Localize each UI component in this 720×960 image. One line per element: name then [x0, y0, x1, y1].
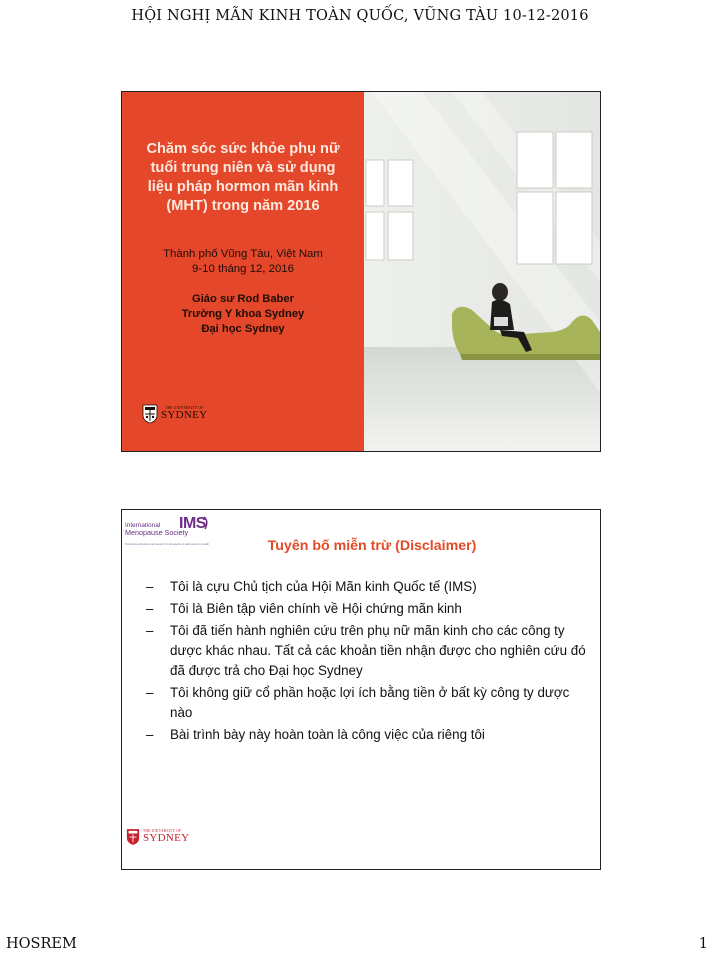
title-line-3: liệu pháp hormon mãn kinh [147, 179, 339, 195]
list-item-text: Tôi đã tiến hành nghiên cứu trên phụ nữ mãn kinh cho các công ty dược khác nhau. Tất cả các khoản tiền nhận được cho nghiên cứu đó đã được trả cho Đại học Sydney [170, 623, 586, 678]
bullet-dash: – [146, 685, 154, 701]
title-line-1: Chăm sóc sức khỏe phụ nữ [146, 141, 340, 157]
author-name: Giáo sư Rod Baber [192, 293, 294, 305]
list-item-text: Tôi là cựu Chủ tịch của Hội Mãn kinh Quốc tế (IMS) [170, 579, 477, 594]
title-line-4: (MHT) trong năm 2016 [166, 198, 320, 214]
ims-tagline: Promoting education and research on all aspects of adult women's health [125, 543, 210, 546]
ims-swoosh-icon [203, 516, 209, 530]
bullet-dash: – [146, 623, 154, 639]
list-item [146, 577, 586, 597]
list-item [146, 621, 586, 680]
list-item-text: Tôi không giữ cổ phần hoặc lợi ích bằng tiền ở bất kỳ công ty dược nào [170, 685, 570, 720]
university-crest-icon [142, 404, 158, 424]
university-wordmark-big: SYDNEY [161, 409, 208, 422]
page-number: 1 [698, 936, 708, 952]
disclaimer-list [146, 577, 586, 747]
list-item [146, 599, 586, 619]
university-wordmark-small: THE UNIVERSITY OF [143, 828, 182, 833]
event-location: Thành phố Vũng Tàu, Việt Nam [163, 248, 323, 260]
slide-title [128, 140, 358, 216]
event-date: 9-10 tháng 12, 2016 [192, 262, 294, 275]
slide-title: Tuyên bố miễn trừ (Disclaimer) [267, 538, 477, 554]
list-item [146, 725, 586, 745]
university-wordmark-small: THE UNIVERSITY OF [165, 405, 204, 410]
list-item-text: Bài trình bày này hoàn toàn là công việc của riêng tôi [170, 727, 485, 743]
university-wordmark-big: SYDNEY [143, 832, 190, 845]
ims-line-1: International [125, 522, 161, 529]
university-logo [126, 828, 189, 846]
bullet-dash: – [146, 727, 154, 743]
university-wordmark [143, 830, 189, 845]
bullet-dash: – [146, 601, 154, 617]
ims-line-2: Menopause Society [125, 528, 189, 538]
author-affiliation-university: Đại học Sydney [201, 323, 285, 335]
title-line-2: tuổi trung niên và sử dụng [150, 160, 336, 176]
ims-abbreviation: IMS [179, 515, 206, 532]
list-item-text: Tôi là Biên tập viên chính về Hội chứng mãn kinh [170, 601, 462, 617]
disclaimer-slide [121, 509, 601, 870]
university-crest-icon [126, 828, 140, 846]
university-logo [142, 404, 207, 424]
university-wordmark [161, 407, 207, 422]
page-header: HỘI NGHỊ MÃN KINH TOÀN QUỐC, VŨNG TÀU 10-12-2016 [131, 8, 589, 24]
event-info [128, 247, 358, 276]
bullet-dash: – [146, 579, 154, 594]
author-affiliation-school: Trường Y khoa Sydney [181, 308, 305, 320]
title-slide [121, 91, 601, 452]
footer-org: HOSREM [6, 936, 77, 952]
title-panel [122, 92, 364, 451]
author-block [128, 292, 358, 337]
list-item [146, 683, 586, 723]
